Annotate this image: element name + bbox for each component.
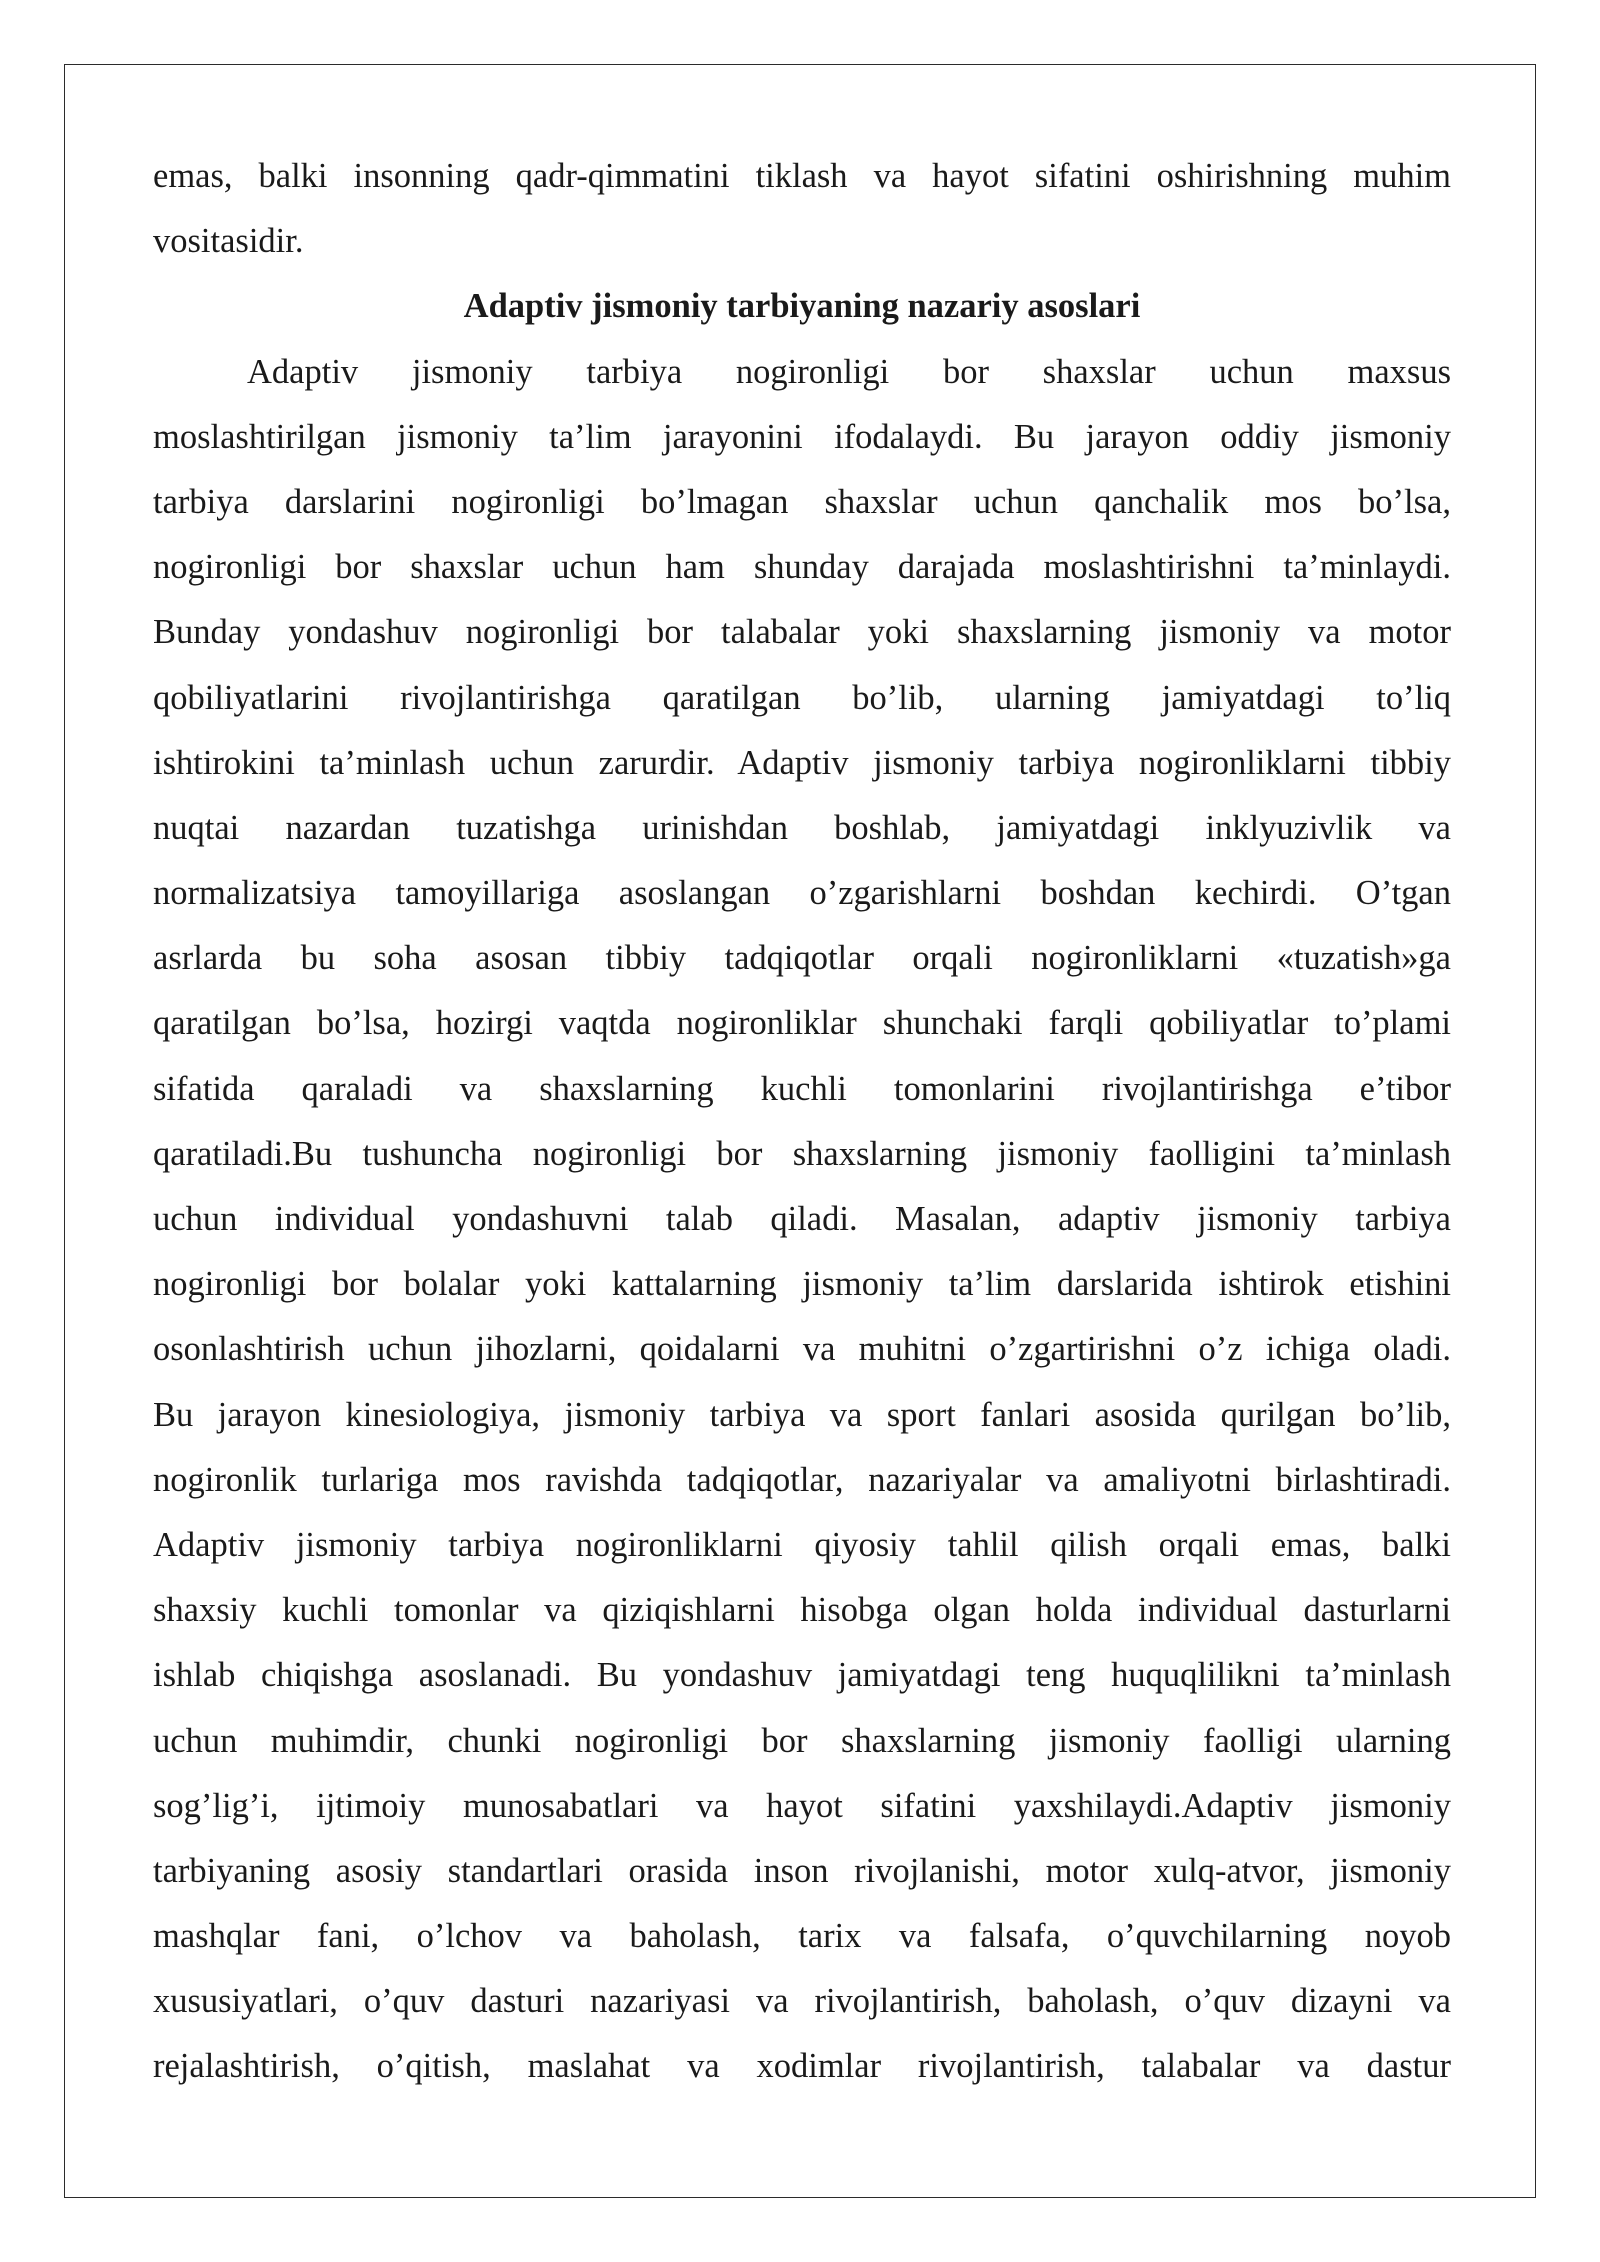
text-line: osonlashtirish uchun jihozlarni, qoidalarni va muhitni o’zgartirishni o’z ichiga oladi.	[153, 1330, 1451, 1369]
text-line: sog’lig’i, ijtimoiy munosabatlari va hayot sifatini yaxshilaydi.Adaptiv jismoniy	[153, 1786, 1451, 1825]
text-line: ishlab chiqishga asoslanadi. Bu yondashuv jamiyatdagi teng huquqlilikni ta’minlash	[153, 1656, 1451, 1695]
text-line: ishtirokini ta’minlash uchun zarurdir. Adaptiv jismoniy tarbiya nogironliklarni tibbiy	[153, 743, 1451, 782]
text-line: xususiyatlari, o’quv dasturi nazariyasi va rivojlantirish, baholash, o’quv dizayni va	[153, 1982, 1451, 2021]
text-line: shaxsiy kuchli tomonlar va qiziqishlarni hisobga olgan holda individual dasturlarni	[153, 1591, 1451, 1630]
text-line: rejalashtirish, o’qitish, maslahat va xodimlar rivojlantirish, talabalar va dastur	[153, 2047, 1451, 2086]
section-heading: Adaptiv jismoniy tarbiyaning nazariy asoslari	[463, 287, 1141, 326]
text-line: nuqtai nazardan tuzatishga urinishdan boshlab, jamiyatdagi inklyuzivlik va	[153, 808, 1451, 847]
text-line: emas, balki insonning qadr-qimmatini tiklash va hayot sifatini oshirishning muhim	[153, 157, 1451, 195]
text-line: nogironligi bor shaxslar uchun ham shunday darajada moslashtirishni ta’minlaydi.	[153, 548, 1451, 587]
text-line: tarbiya darslarini nogironligi bo’lmagan shaxslar uchun qanchalik mos bo’lsa,	[153, 482, 1451, 521]
text-line: Adaptiv jismoniy tarbiya nogironliklarni qiyosiy tahlil qilish orqali emas, balki	[153, 1525, 1451, 1564]
text-line: uchun muhimdir, chunki nogironligi bor shaxslarning jismoniy faolligi ularning	[153, 1721, 1451, 1760]
text-line: moslashtirilgan jismoniy ta’lim jarayonini ifodalaydi. Bu jarayon oddiy jismoniy	[153, 417, 1451, 456]
text-line: tarbiyaning asosiy standartlari orasida inson rivojlanishi, motor xulq-atvor, jismoniy	[153, 1851, 1451, 1890]
document-body	[153, 148, 1451, 2104]
text-line: asrlarda bu soha asosan tibbiy tadqiqotlar orqali nogironliklarni «tuzatish»ga	[153, 939, 1451, 978]
text-line: normalizatsiya tamoyillariga asoslangan o’zgarishlarni boshdan kechirdi. O’tgan	[153, 874, 1451, 913]
text-line: nogironligi bor bolalar yoki kattalarning jismoniy ta’lim darslarida ishtirok etishini	[153, 1265, 1451, 1304]
text-line: vositasidir.	[153, 222, 304, 261]
text-line: Bunday yondashuv nogironligi bor talabalar yoki shaxslarning jismoniy va motor	[153, 613, 1451, 652]
text-line: Bu jarayon kinesiologiya, jismoniy tarbiya va sport fanlari asosida qurilgan bo’lib,	[153, 1395, 1451, 1434]
text-line: nogironlik turlariga mos ravishda tadqiqotlar, nazariyalar va amaliyotni birlashtiradi.	[153, 1460, 1451, 1499]
text-line: qaratiladi.Bu tushuncha nogironligi bor shaxslarning jismoniy faolligini ta’minlash	[153, 1134, 1451, 1173]
text-line: qobiliyatlarini rivojlantirishga qaratilgan bo’lib, ularning jamiyatdagi to’liq	[153, 678, 1451, 717]
text-line: uchun individual yondashuvni talab qiladi. Masalan, adaptiv jismoniy tarbiya	[153, 1200, 1451, 1238]
text-line: mashqlar fani, o’lchov va baholash, tarix va falsafa, o’quvchilarning noyob	[153, 1917, 1451, 1956]
text-line: sifatida qaraladi va shaxslarning kuchli tomonlarini rivojlantirishga e’tibor	[153, 1069, 1451, 1108]
text-line: qaratilgan bo’lsa, hozirgi vaqtda nogironliklar shunchaki farqli qobiliyatlar to’plami	[153, 1004, 1451, 1043]
text-line: Adaptiv jismoniy tarbiya nogironligi bor shaxslar uchun maxsus	[247, 352, 1451, 391]
